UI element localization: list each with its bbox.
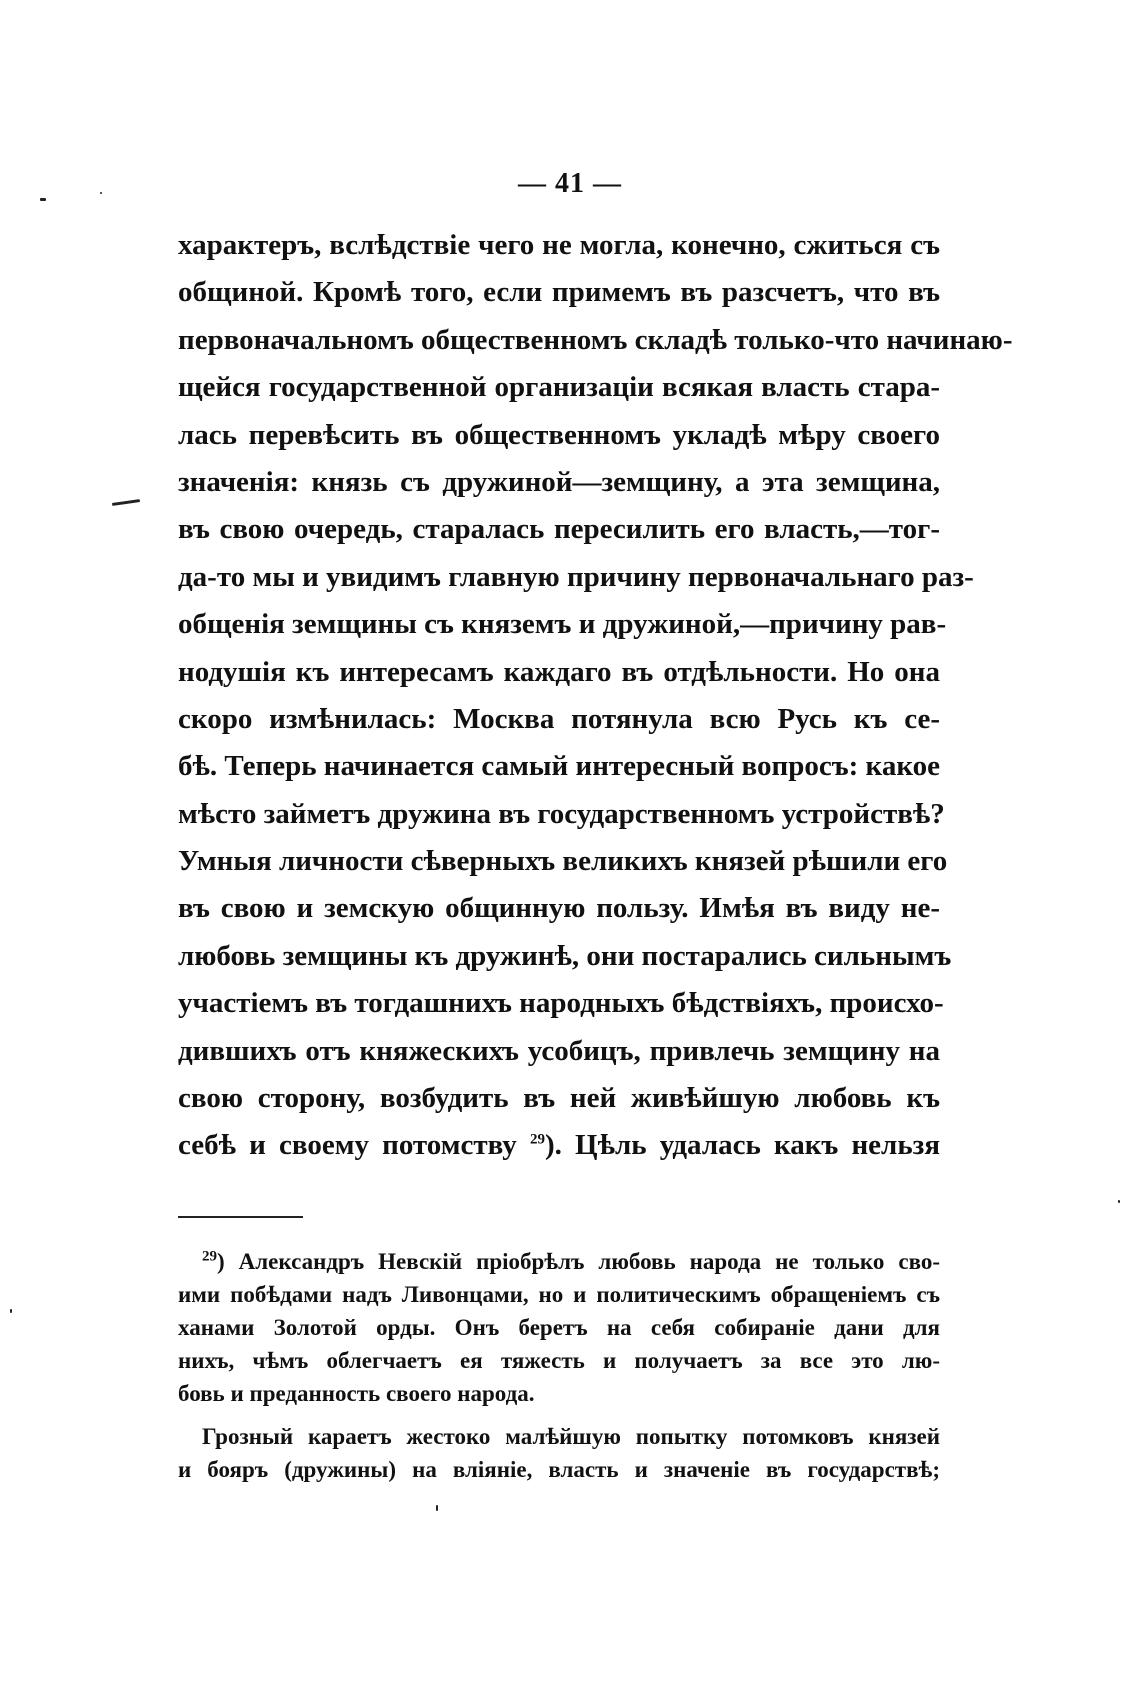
text-line: любовь земщины къ дружинѣ, они постарались сильнымъ — [178, 939, 952, 972]
scan-speck — [40, 198, 46, 201]
scan-speck — [1118, 1200, 1120, 1203]
footnote-line: Грозный караетъ жестоко малѣйшую попытку потомковъ князей — [202, 1424, 940, 1449]
text-line: дившихъ отъ княжескихъ усобицъ, привлечь земщину на — [178, 1034, 940, 1067]
page-number: — 41 — — [518, 168, 622, 199]
text-segment: себѣ и своему потомству — [178, 1129, 517, 1162]
text-line-with-footnote-ref — [178, 1122, 940, 1169]
footnote-reference: 29 — [529, 1131, 545, 1148]
footnote-marker: 29 — [202, 1248, 217, 1265]
text-line: мѣсто займетъ дружина въ государственномъ устройствѣ? — [178, 797, 945, 830]
scan-speck — [10, 1309, 12, 1313]
margin-mark — [112, 499, 140, 506]
text-line: скоро измѣнилась: Москва потянула всю Русь къ се- — [178, 702, 940, 735]
text-line: щейся государственной организаціи всякая власть стара- — [178, 371, 940, 404]
footnote-line: и бояръ (дружины) на вліяніе, власть и значеніе въ государствѣ; — [178, 1457, 940, 1482]
text-line: характеръ, вслѣдствіе чего не могла, конечно, сжиться съ — [178, 229, 940, 261]
text-line: значенія: князь съ дружиной—земщину, а эта земщина, — [178, 465, 940, 498]
footnote-line: ими побѣдами надъ Ливонцами, но и политическимъ обращеніемъ съ — [178, 1282, 940, 1307]
text-line: въ свою и земскую общинную пользу. Имѣя въ виду не- — [178, 892, 940, 925]
footnote-line — [178, 1245, 940, 1278]
text-line: участіемъ въ тогдашнихъ народныхъ бѣдствіяхъ, происхо- — [178, 987, 944, 1020]
text-line: нодушія къ интересамъ каждаго въ отдѣльности. Но она — [178, 655, 940, 688]
text-segment: ). Цѣль удалась какъ нельзя — [544, 1129, 941, 1162]
text-line: общиной. Кромѣ того, если примемъ въ разсчетъ, что въ — [178, 276, 940, 309]
text-line: общенія земщины съ княземъ и дружиной,—причину рав- — [178, 608, 947, 641]
text-line: первоначальномъ общественномъ складѣ только-что начинаю- — [178, 323, 1013, 356]
text-line: свою сторону, возбудить въ ней живѣйшую любовь къ — [178, 1082, 940, 1115]
text-line: да-то мы и увидимъ главную причину первоначальнаго раз- — [178, 560, 974, 593]
footnote-line: бовь и преданность своего народа. — [178, 1381, 535, 1406]
scan-speck — [100, 192, 102, 194]
text-line: въ свою очередь, старалась пересилить его власть,—тог- — [178, 513, 940, 546]
text-line: лась перевѣсить въ общественномъ укладѣ мѣру своего — [178, 418, 940, 451]
scan-speck — [436, 1505, 438, 1511]
text-line: Умныя личности сѣверныхъ великихъ князей рѣшили его — [178, 845, 948, 878]
footnote-line: ханами Золотой орды. Онъ беретъ на себя собираніе дани для — [178, 1315, 940, 1340]
footnotes — [178, 1245, 940, 1486]
footnote-gap — [178, 1410, 940, 1420]
text-line: бѣ. Теперь начинается самый интересный вопросъ: какое — [178, 750, 941, 783]
main-text — [178, 222, 1013, 1170]
footnote-line: нихъ, чѣмъ облегчаетъ ея тяжесть и получаетъ за все это лю- — [178, 1348, 940, 1373]
footnote-text: ) Александръ Невскій пріобрѣлъ любовь народа не только сво- — [217, 1249, 940, 1274]
footnote-divider — [178, 1216, 303, 1218]
